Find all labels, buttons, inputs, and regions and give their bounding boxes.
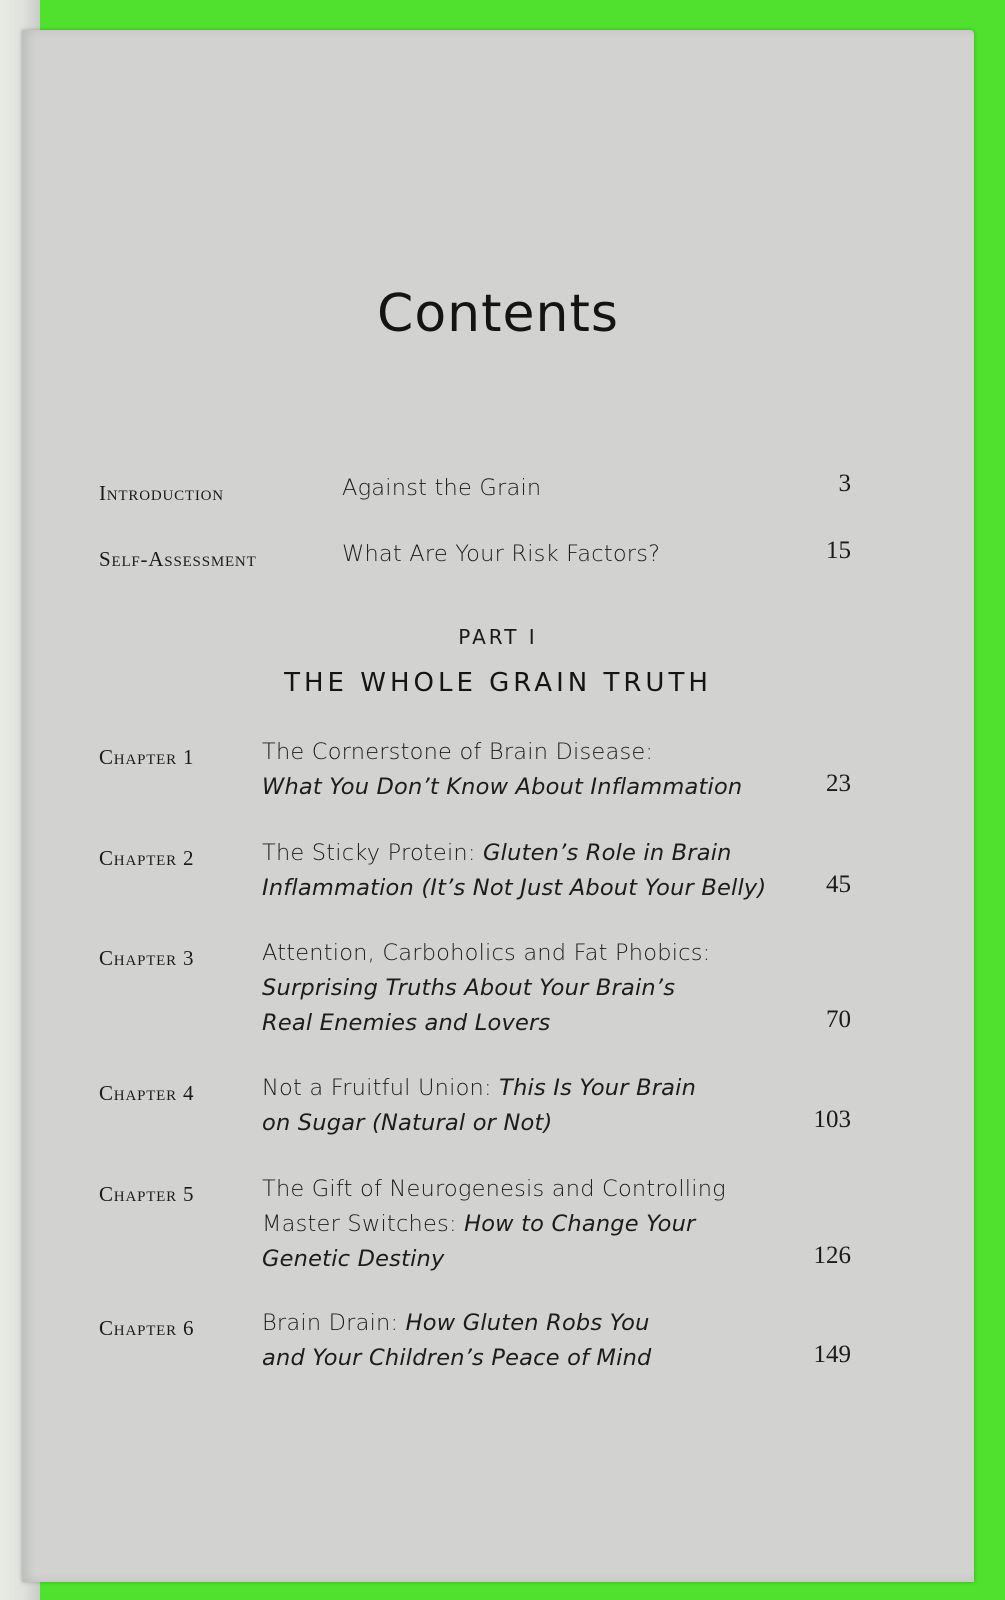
chapter-title-line bbox=[262, 836, 766, 871]
chapter-title-line bbox=[262, 770, 742, 805]
chapter-title bbox=[262, 1172, 726, 1277]
chapter-title bbox=[262, 1306, 652, 1376]
chapter-label: Chapter 4 bbox=[99, 1081, 195, 1105]
chapter-title bbox=[262, 735, 742, 805]
toc-title-introduction: Against the Grain bbox=[342, 475, 542, 501]
part-title: THE WHOLE GRAIN TRUTH bbox=[284, 668, 712, 698]
chapter-subtitle-text: on Sugar (Natural or Not) bbox=[262, 1110, 553, 1136]
chapter-label: Chapter 5 bbox=[99, 1182, 195, 1206]
chapter-title-line bbox=[262, 936, 710, 971]
chapter-title-text: The Sticky Protein: bbox=[262, 840, 484, 866]
chapter-title-line bbox=[262, 735, 742, 770]
chapter-title-line bbox=[262, 1242, 726, 1277]
chapter-label: Chapter 6 bbox=[99, 1316, 195, 1340]
chapter-page-number: 70 bbox=[826, 1006, 851, 1033]
chapter-title-text: The Gift of Neurogenesis and Controlling bbox=[262, 1176, 726, 1202]
chapter-label: Chapter 3 bbox=[99, 946, 195, 970]
chapter-page-number: 45 bbox=[826, 871, 851, 898]
part-label: PART I bbox=[458, 625, 538, 649]
chapter-title-line bbox=[262, 1071, 696, 1106]
chapter-title-text: Brain Drain: bbox=[262, 1310, 406, 1336]
chapter-title bbox=[262, 1071, 696, 1141]
chapter-subtitle-text: Surprising Truths About Your Brain’s bbox=[262, 975, 676, 1001]
chapter-title-line bbox=[262, 1306, 652, 1341]
chapter-page-number: 149 bbox=[813, 1341, 851, 1368]
toc-page-self-assessment: 15 bbox=[826, 537, 851, 564]
chapter-subtitle-text: What You Don’t Know About Inflammation bbox=[262, 774, 743, 800]
chapter-subtitle-text: This Is Your Brain bbox=[499, 1075, 697, 1101]
toc-title-self-assessment: What Are Your Risk Factors? bbox=[342, 541, 661, 567]
chapter-subtitle-text: Genetic Destiny bbox=[262, 1246, 445, 1272]
chapter-title-line bbox=[262, 1341, 652, 1376]
chapter-page-number: 103 bbox=[813, 1106, 851, 1133]
chapter-title-text: Not a Fruitful Union: bbox=[262, 1075, 500, 1101]
chapter-title-line bbox=[262, 1006, 710, 1041]
chapter-subtitle-text: Inflammation (It’s Not Just About Your Belly) bbox=[262, 875, 767, 901]
chapter-subtitle-text: Real Enemies and Lovers bbox=[262, 1010, 551, 1036]
chapter-label: Chapter 2 bbox=[99, 846, 195, 870]
chapter-title-line bbox=[262, 1172, 726, 1207]
chapter-title-line bbox=[262, 1106, 696, 1141]
chapter-page-number: 23 bbox=[826, 770, 851, 797]
chapter-title-line bbox=[262, 1207, 726, 1242]
chapter-title-line bbox=[262, 971, 710, 1006]
chapter-subtitle-text: and Your Children’s Peace of Mind bbox=[262, 1345, 652, 1371]
chapter-subtitle-text: How Gluten Robs You bbox=[405, 1310, 650, 1336]
page-title: Contents bbox=[377, 284, 619, 344]
toc-page-introduction: 3 bbox=[838, 470, 851, 497]
chapter-title bbox=[262, 936, 710, 1041]
chapter-title-text: Master Switches: bbox=[262, 1211, 465, 1237]
chapter-title bbox=[262, 836, 766, 906]
chapter-subtitle-text: Gluten’s Role in Brain bbox=[483, 840, 732, 866]
toc-label-introduction: Introduction bbox=[99, 481, 224, 505]
chapter-title-line bbox=[262, 871, 766, 906]
chapter-label: Chapter 1 bbox=[99, 745, 195, 769]
chapter-title-text: Attention, Carboholics and Fat Phobics: bbox=[262, 940, 711, 966]
book-page bbox=[22, 30, 974, 1582]
chapter-title-text: The Cornerstone of Brain Disease: bbox=[262, 739, 654, 765]
toc-label-self-assessment: Self-Assessment bbox=[99, 547, 257, 571]
chapter-subtitle-text: How to Change Your bbox=[464, 1211, 696, 1237]
chapter-page-number: 126 bbox=[813, 1242, 851, 1269]
